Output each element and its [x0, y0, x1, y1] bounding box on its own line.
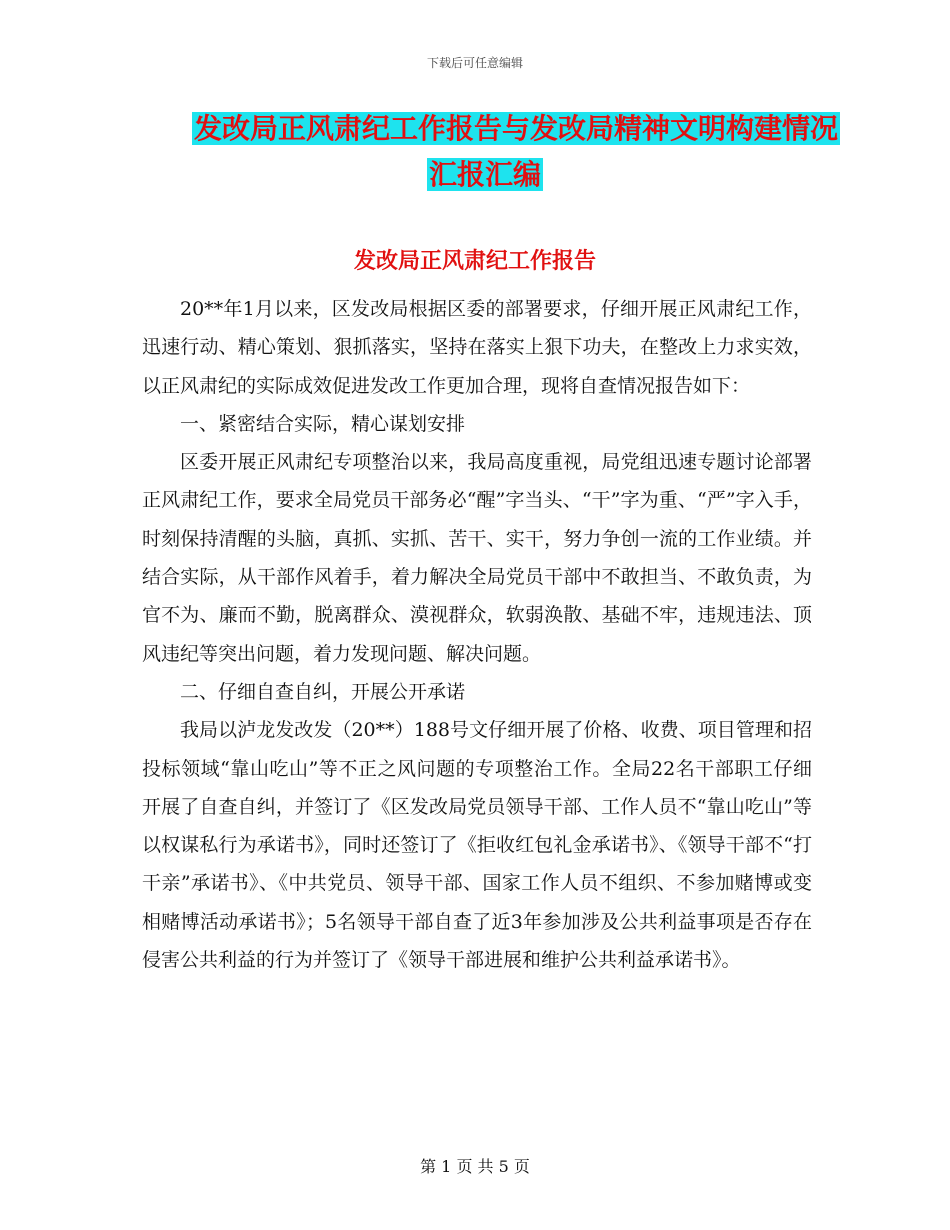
title-line-2: 汇报汇编	[428, 158, 541, 191]
document-body	[142, 290, 812, 979]
page-number-footer: 第 1 页 共 5 页	[420, 1157, 530, 1176]
document-title	[0, 106, 950, 198]
heading-section-2: 二、仔细自查自纠，开展公开承诺	[180, 680, 466, 703]
page-header-note: 下载后可任意编辑	[426, 56, 523, 70]
title-line-1: 发改局正风肃纪工作报告与发改局精神文明构建情况	[194, 112, 839, 145]
heading-section-1: 一、紧密结合实际，精心谋划安排	[180, 412, 466, 435]
paragraph-section-1: 区委开展正风肃纪专项整治以来，我局高度重视，局党组迅速专题讨论部署正风肃纪工作，要求全局党员干部务必“醒”字当头、“干”字为重、“严”字入手，时刻保持清醒的头脑，真抓、实抓、苦干、实干，努力争创一流的工作业绩。并结合实际，从干部作风着手，着力解决全局党员干部中不敢担当、不敢负责，为官不为、廉而不勤，脱离群众、漠视群众，软弱涣散、基础不牢，违规违法、顶风违纪等突出问题，着力发现问题、解决问题。	[142, 451, 812, 665]
paragraph-section-2: 我局以泸龙发改发（20**）188号文仔细开展了价格、收费、项目管理和招投标领域“靠山吃山”等不正之风问题的专项整治工作。全局22名干部职工仔细开展了自查自纠，并签订了《区发改局党员领导干部、工作人员不“靠山吃山”等以权谋私行为承诺书》，同时还签订了《拒收红包礼金承诺书》、《领导干部不“打干亲”承诺书》、《中共党员、领导干部、国家工作人员不组织、不参加赌博或变相赌博活动承诺书》；5名领导干部自查了近3年参加涉及公共利益事项是否存在侵害公共利益的行为并签订了《领导干部进展和维护公共利益承诺书》。	[142, 719, 812, 972]
section-title: 发改局正风肃纪工作报告	[353, 248, 596, 274]
paragraph-intro: 20**年1月以来，区发改局根据区委的部署要求，仔细开展正风肃纪工作，迅速行动、精心策划、狠抓落实，坚持在落实上狠下功夫，在整改上力求实效，以正风肃纪的实际成效促进发改工作更加合理，现将自查情况报告如下：	[142, 298, 812, 397]
